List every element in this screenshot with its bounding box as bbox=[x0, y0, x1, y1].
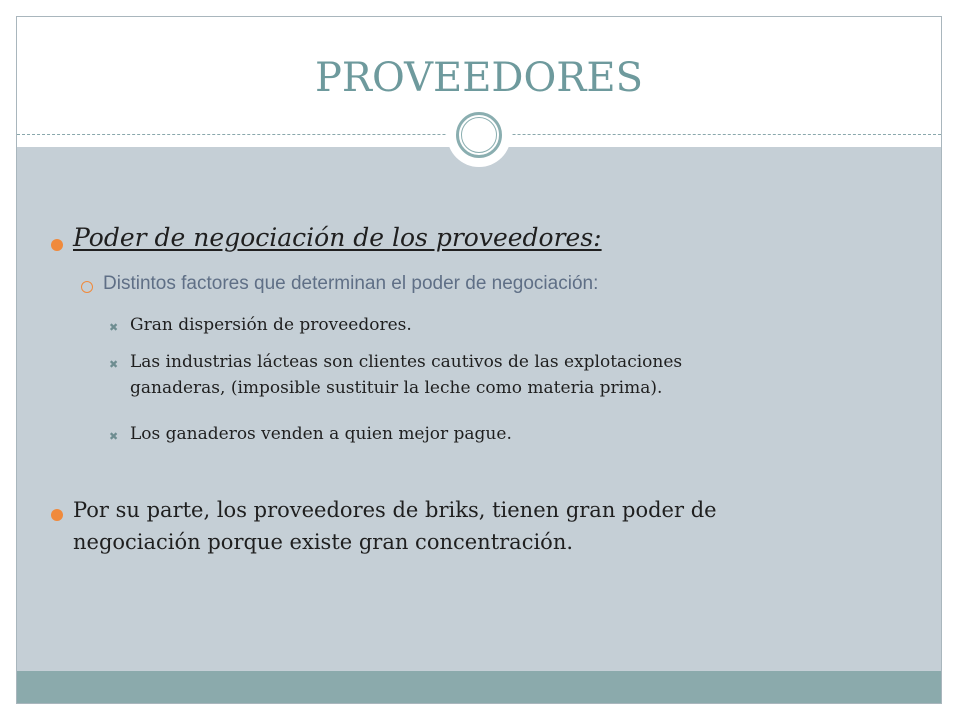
list-item-continuation: ganaderas, (imposible sustituir la leche como materia prima). bbox=[130, 378, 663, 398]
x-mark-icon: ✖ bbox=[109, 321, 119, 334]
x-mark-icon: ✖ bbox=[109, 430, 119, 443]
slide-title: PROVEEDORES bbox=[315, 55, 643, 101]
bullet-dot-icon bbox=[51, 509, 63, 521]
slide bbox=[16, 16, 942, 704]
bullet-dot-icon bbox=[51, 239, 63, 251]
x-mark-icon: ✖ bbox=[109, 358, 119, 371]
bullet-paragraph-continuation: negociación porque existe gran concentración. bbox=[73, 530, 574, 554]
sub-bullet-text: Distintos factores que determinan el poder de negociación: bbox=[103, 273, 599, 294]
sub-bullet-ring-icon bbox=[81, 281, 93, 293]
bullet-heading: Poder de negociación de los proveedores: bbox=[73, 223, 602, 252]
list-item: Los ganaderos venden a quien mejor pague. bbox=[130, 424, 512, 444]
slide-content bbox=[17, 17, 941, 703]
bullet-paragraph: Por su parte, los proveedores de briks, tienen gran poder de bbox=[73, 498, 717, 522]
list-item: Las industrias lácteas son clientes cautivos de las explotaciones bbox=[130, 352, 683, 372]
list-item: Gran dispersión de proveedores. bbox=[130, 315, 412, 335]
